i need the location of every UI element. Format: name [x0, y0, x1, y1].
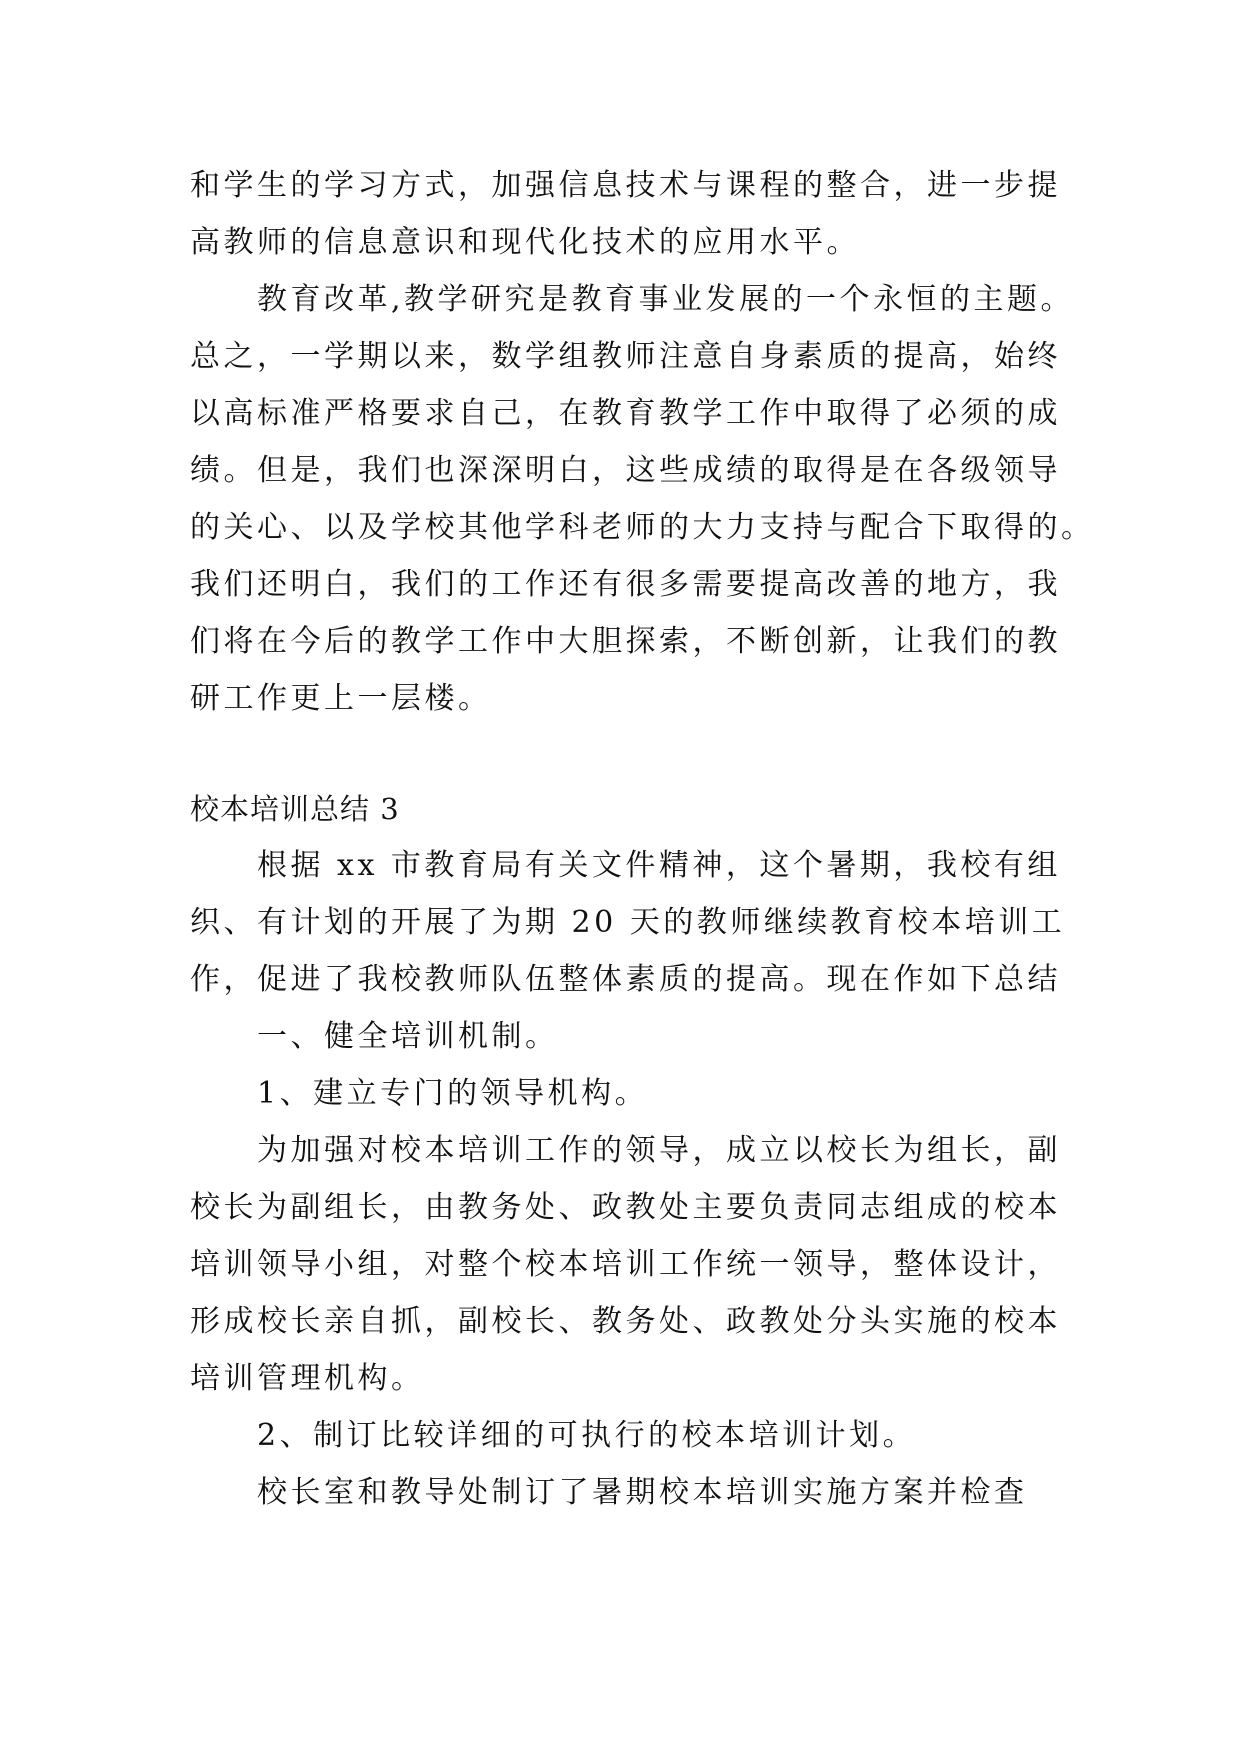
- paragraph-line: 校长室和教导处制订了暑期校本培训实施方案并检查: [257, 1475, 1028, 1510]
- paragraph-line: 研工作更上一层楼。: [190, 681, 492, 716]
- subheading-line: 2、制订比较详细的可执行的校本培训计划。: [257, 1418, 917, 1453]
- paragraph-line: 织、有计划的开展了为期 20 天的教师继续教育校本培训工: [190, 905, 1066, 940]
- paragraph-line: 为加强对校本培训工作的领导，成立以校长为组长，副: [257, 1133, 1061, 1168]
- paragraph-line: 培训领导小组，对整个校本培训工作统一领导，整体设计，: [190, 1247, 1061, 1282]
- paragraph-line: 们将在今后的教学工作中大胆探索，不断创新，让我们的教: [190, 624, 1061, 659]
- subheading-line: 1、建立专门的领导机构。: [257, 1076, 649, 1111]
- paragraph-line: 的关心、以及学校其他学科老师的大力支持与配合下取得的。: [190, 510, 1095, 545]
- section-heading: 校本培训总结 3: [190, 792, 400, 826]
- paragraph-line: 绩。但是，我们也深深明白，这些成绩的取得是在各级领导: [190, 453, 1061, 488]
- paragraph-line: 高教师的信息意识和现代化技术的应用水平。: [190, 225, 860, 260]
- paragraph-line: 我们还明白，我们的工作还有很多需要提高改善的地方，我: [190, 567, 1061, 602]
- subheading-line: 一、健全培训机制。: [257, 1019, 559, 1054]
- paragraph-line: 作，促进了我校教师队伍整体素质的提高。现在作如下总结: [190, 962, 1061, 997]
- paragraph-line: 教育改革,教学研究是教育事业发展的一个永恒的主题。: [257, 282, 1075, 317]
- paragraph-line: 校长为副组长，由教务处、政教处主要负责同志组成的校本: [190, 1190, 1061, 1225]
- paragraph-line: 根据 xx 市教育局有关文件精神，这个暑期，我校有组: [257, 848, 1061, 883]
- paragraph-line: 以高标准严格要求自己，在教育教学工作中取得了必须的成: [190, 396, 1061, 431]
- paragraph-line: 形成校长亲自抓，副校长、教务处、政教处分头实施的校本: [190, 1304, 1061, 1339]
- paragraph-line: 总之，一学期以来，数学组教师注意自身素质的提高，始终: [190, 339, 1061, 374]
- paragraph-line: 和学生的学习方式，加强信息技术与课程的整合，进一步提: [190, 168, 1061, 203]
- paragraph-line: 培训管理机构。: [190, 1361, 425, 1396]
